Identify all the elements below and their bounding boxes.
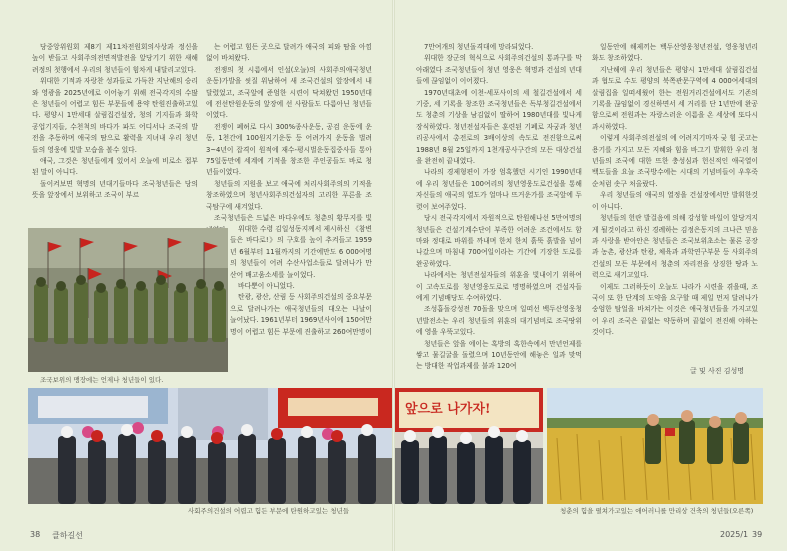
paragraph: 나라에서는 청년전설자들의 위훈을 빛내이기 위하여 이 고속도로를 청년영웅도로로 명명하였으며 건설자들에게 기념배당도 수여하였다. [416, 271, 582, 302]
banner-photo [395, 388, 543, 504]
paragraph: 이렇게 사회주의전설의 에 어려지기마자 궂 힘 곳고는 용기를 가지고 모든 지혜와 힘을 바그기 발휘한 우리 청년들의 조국에 대한 뜨한 충성심과 헌신적인 애국열이 백도들을 요늘 조국방수에는 시대의 기념비들이 우후죽순처럼 솟구 처올랐다. [592, 134, 758, 188]
field-illustration [547, 388, 763, 504]
paragraph: 위대한 장군의 혁식으로 사회주의건설의 통과구를 막아래였다 조국청년들이 청년 영웅은 혁명과 건설의 년대들에 끊임없이 이어졌다. [416, 54, 582, 86]
paragraph: 조국청년들은 드넓은 바다우에도 청춘의 황무지를 빛 [214, 214, 372, 223]
paragraph: 탄광, 광산, 산림 등 사회주의건설의 중요부문으로 달려나가는 애국청년들의 대오는 나날이 늘어났다. 1961년부터 1969년사이에 150여만명이 어렵고 힘든 부문에 진출하고 260여만명이 [230, 293, 372, 336]
issue-date: 2025/1 [720, 530, 749, 539]
paragraph: 나라의 경제형편이 가장 엄혹했던 시기인 1990년대에 우리 청년들은 100여리의 청년영웅도로건설을 통해 자신들의 애국의 열도가 얼마나 뜨거운가를 조국앞에 두렷이 보여주었다. [416, 168, 582, 211]
byline: 글 및 사진 김성명 [690, 367, 745, 375]
paragraph: 바다뿐이 아니었다. [238, 282, 295, 291]
send-off-photo [28, 388, 392, 504]
paragraph: 조성흡돌강성전 70돌을 맞으며 일떠선 백두산영웅청년발전소는 우리 청년들의 위훈의 대기념비로 조국땅위에 영을 우뚝고있다. [416, 305, 582, 337]
paragraph: 애국, 그것은 청년들에게 있어서 오늘에 비로소 접부된 말이 아니다. [32, 157, 198, 177]
paragraph: 는 어렵고 힘든 곳으로 달려가 애국의 피와 땀을 아낌없이 바쳐왔다. [206, 43, 372, 63]
article-column-1 [32, 42, 198, 228]
paragraph: 당중앙위원회 제8기 제11차전원회의사상과 정신을 높이 받들고 사회주의전면적발전을 앞당기기 위한 새해 려정의 첫행에서 우리의 청년들이 힘차게 내달리고있다. [32, 43, 198, 74]
page-number-left: 38 [30, 530, 41, 539]
paragraph: 청년들의 지원을 보고 애국에 처리사회주의의 기적을 창조하였으며 청년사회주의건설자의 고리한 푸른을 조국탐구에 새겨었다. [206, 179, 372, 211]
paragraph: 1970년대초에 이천-세포사이의 세 철길건설에서 세 기중, 세 기록을 창조한 조국청년들은 독부청길건설에서도 청춘의 기상을 남김없이 딸하여 1980년대를 빛나게 장식하였다. 청년전설자들은 훈련된 기폐로 자궁과 청년리공사에서 총전로의 3배이상의 속도로 전진함으로써 1988년 8월 25일까지 1천개공사구간의 모든 대상건설을 완전히 끝내였다. [416, 88, 582, 166]
paragraph: 위대한 기적과 자랑찬 성과들로 가득찬 지난해의 승리와 영광을 2025년에로 이어놓기 위해 전국각지의 수많은 청년들이 어렵고 힘든 부문들에 용약 탄원진출하고있다. 평양시 1만세대 살림집건설장, 청의 기지들과 화학공업기지들, 수천척의 바다가 파도 어디서나 조국의 발전을 추동하며 애국의 땀으로 활력을 지녀내 우리 청년들의 영웅에 빛발 모습을 볼수 있다. [32, 77, 198, 154]
paragraph: 우리 청년들의 애국의 열정을 건설장에서만 발휘한것이 아니다. [592, 191, 758, 211]
send-off-illustration [28, 388, 392, 504]
article-column-4 [592, 42, 758, 362]
paragraph: 돌이켜보면 혁명의 년대기들마다 조국청년들은 당의 뜻을 앞장에서 보위하고 조국이 부르 [32, 179, 198, 200]
paragraph: 청년들의 헌란 발걸음에 의해 강성할 바일이 앞당겨지게 될것이라고 하신 경례하는 김정은동지의 크나큰 믿음과 사랑을 받아안은 청년들은 조국보위초소는 물론 공장과 농촌, 광산과 탄광, 체육과 과학연구부문 등 사회주의건설의 모든 부문에서 청춘의 자리전을 상징한 땅과 노력으로 새기고있다. [592, 214, 758, 280]
paragraph: 이제도 그러하듯이 오늘도 나라가 시련을 겪을때, 조국이 또 한 단계의 도약을 요구할 때 제일 먼저 달려나가 숭엄한 탐얼을 바쳐가는 이것은 애국청년들을 가지고있어 우리 조국은 끝없는 약동하며 끝없이 전진해 야하는것이다. [592, 282, 758, 337]
magazine-title: 클하길선 [52, 531, 83, 540]
paragraph: 전쟁의 첫 시름에서 인설(오늘)의 사회주의애국청년운동)가발을 씻질 위남하여 새 조국건설의 앞장에서 내달렸었고, 조국앞에 준엄한 시련이 닥쳐왔던 1950년대에 전선탄원운동의 앞장에 선 사람들도 다름아닌 청년들이였다. [206, 65, 372, 120]
paragraph: 위대한 수령 김일성동지께서 제시하신 《참변들은 바다로!》의 구호를 높이 추켜들고 1959년 6월부터 11월까지의 기간에만도 6 000여명의 청년들이 어려 수산사업소들로 달려나가 만산어 배고움소세를 늘이었다. [230, 225, 372, 279]
banner-slogan: 앞으로 나가자! [405, 402, 491, 417]
paragraph: 7만여개의 청년돌격대에 망라되었다. [424, 43, 534, 51]
paragraph: 전쟁이 폐허로 다시 300%종사운동, 공검 운동에 운동, 1천간에 100원지기운동 등 어려가지 운동을 벌려 3~4년이 잡격이 원적에 재수-평시벌운동집중사들 통아 75일동만에 세계에 기적을 창조한 주인공들도 바로 청년들이였다. [206, 122, 372, 177]
paragraph: 일동안에 해제끼는 백두산영웅청년전설, 영웅청년리화도 창조하였다. [592, 43, 758, 63]
paragraph: 지난해에 우리 청년들은 평양시 1만세대 살림집건설과 협도로 수도 평양의 북쪽관문구역에 4 000여세대의 살림집을 일떠세웠어 한는 전원거리건설에서도 기존의 기록을 끊임없이 경신하면서 세 거리를 단 1년만에 완공함으로써 전원과는 자랑스러운 이름을 온 세상에 또다시 과시하였다. [592, 65, 758, 131]
page-number-right: 39 [752, 530, 763, 539]
photo-caption: 사회주의건설의 어렵고 힘든 부문에 탄원하고있는 청년들 [188, 507, 350, 515]
article-column-3 [416, 42, 582, 384]
paragraph: 당시 전국각지에서 자원적으로 탄원해나선 5만여명의 청년들은 건설기계수단이 부족한 어려운 조건에서도 함마와 정대로 바위를 까내며 한치 한치 흙뚝 흙발을 넘어나갔으며 마침내 700여일이라는 기간에 기장한 도로를 완공하였다. [416, 214, 582, 268]
photo-caption: 조국보위의 맹장에는 언제나 청년들이 있다. [40, 376, 164, 384]
article-column-2-lower [230, 224, 372, 374]
article-column-2 [206, 42, 372, 223]
paragraph: 청년들은 앞을 에이는 혹방의 혹한속에서 만년언제를 쌓고 물길굴을 돌렸으며 10년동안에 해놓은 일과 맞먹는 방대한 작업과제를 불과 120여 [416, 339, 582, 371]
parade-illustration [28, 228, 228, 372]
parade-photo [28, 228, 228, 372]
photo-caption: 청춘의 힘을 떨쳐가고있는 애어러니를 만리상 건축의 청년들(오른쪽) [560, 507, 754, 515]
field-photo [547, 388, 763, 504]
